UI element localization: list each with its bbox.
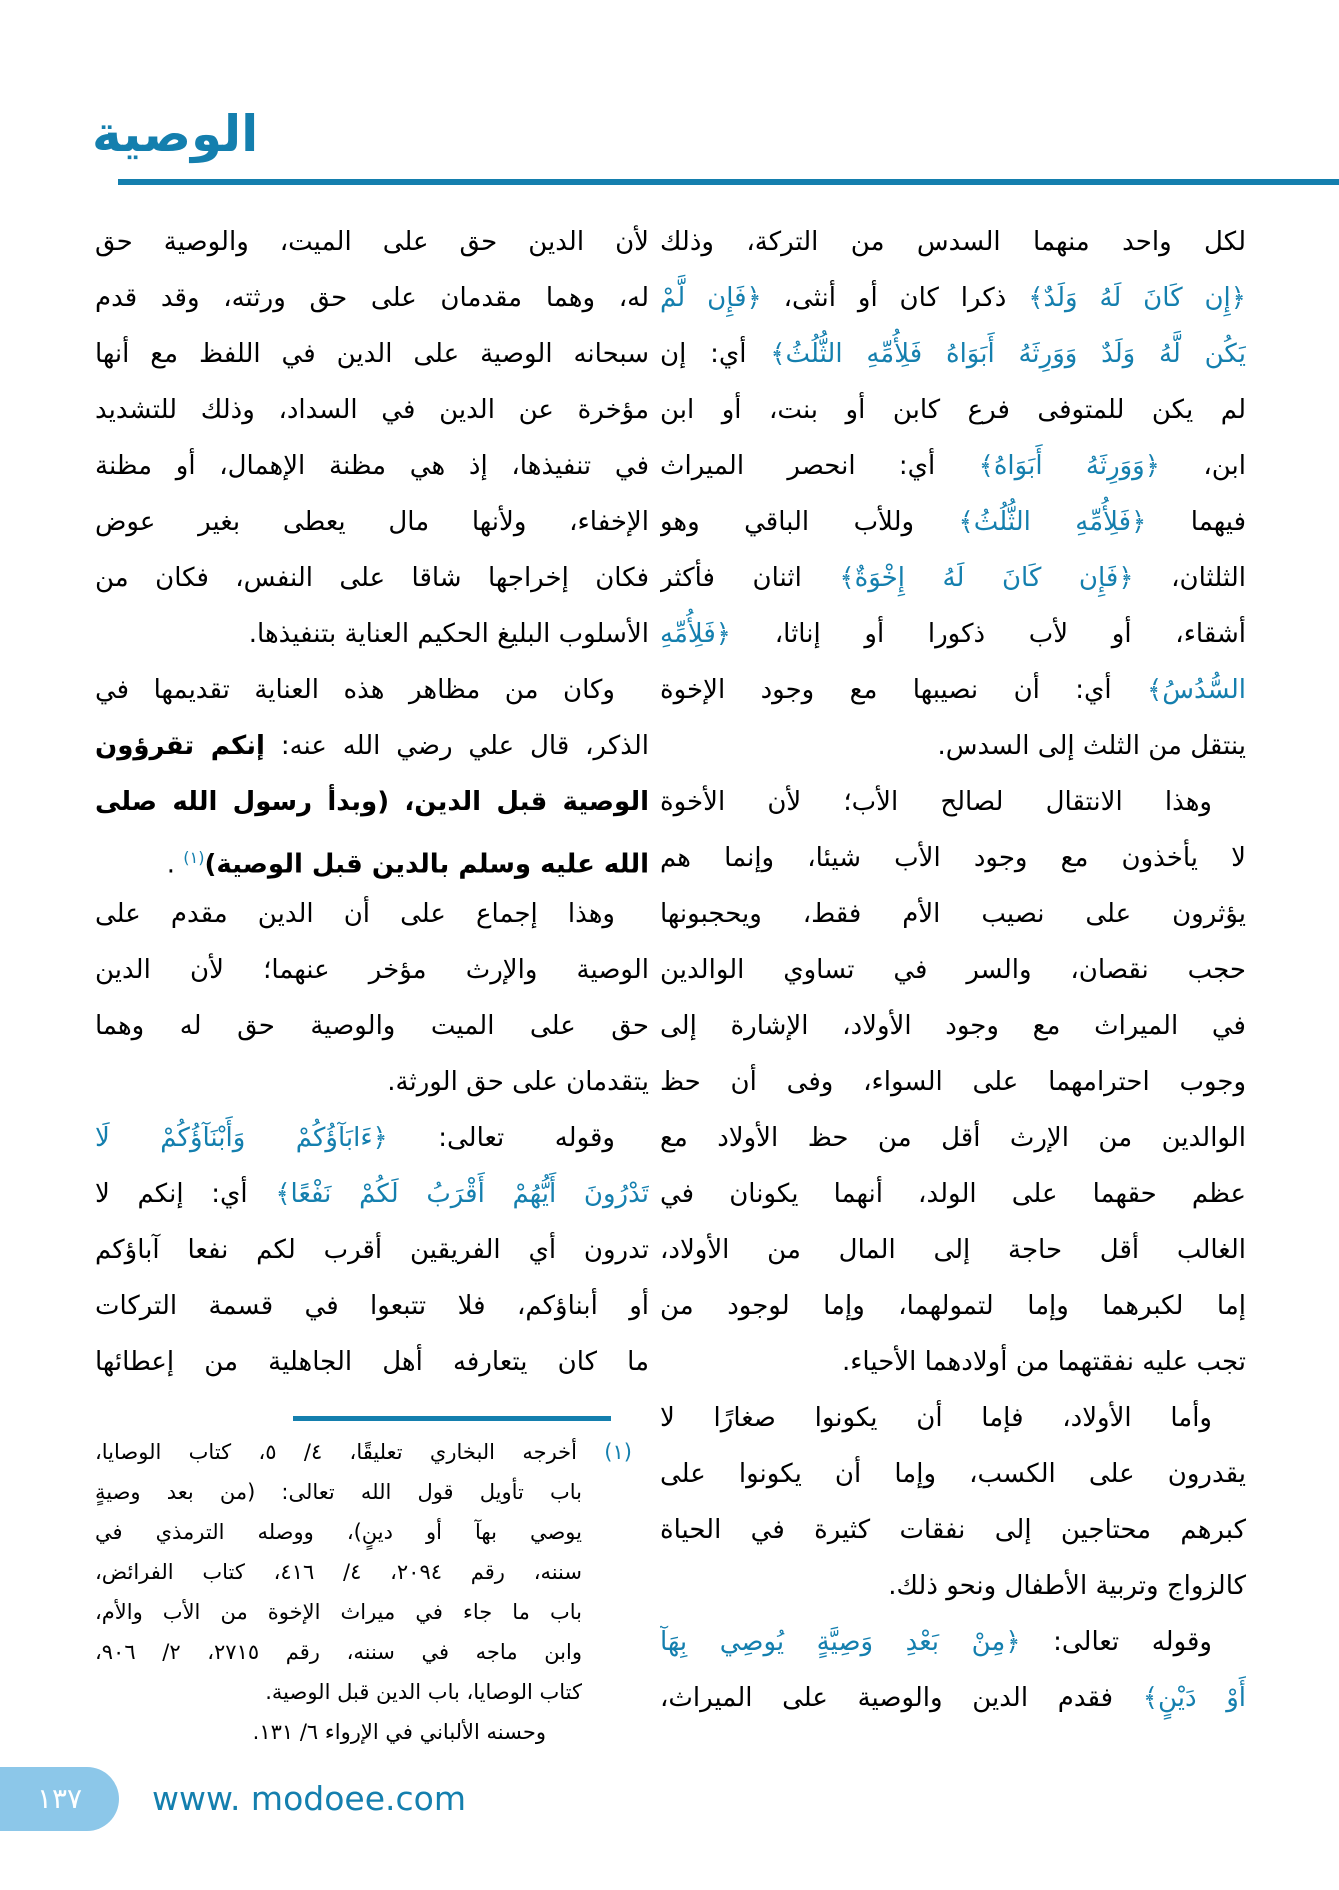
text-segment: . xyxy=(166,849,184,880)
text-line xyxy=(660,494,1246,550)
text-line xyxy=(660,550,1246,606)
text-line xyxy=(95,1166,649,1222)
page-number-badge xyxy=(0,1767,119,1831)
quran-verse-segment: ﴿فَإِن لَّمْ xyxy=(660,283,762,313)
text-segment: فيهما xyxy=(1146,507,1246,537)
text-segment: حجب نقصان، والسر في تساوي الوالدين xyxy=(660,955,1246,985)
text-line xyxy=(660,326,1246,382)
text-segment: يقدرون على الكسب، وإما أن يكونوا على xyxy=(660,1459,1246,1489)
footnote-reference: (١) xyxy=(183,848,205,867)
text-line xyxy=(660,1054,1246,1110)
text-segment: أي: انحصر الميراث xyxy=(660,451,979,481)
text-line xyxy=(660,942,1246,998)
text-segment: باب تأويل قول الله تعالى: (من بعد وصيةٍ xyxy=(95,1480,582,1504)
text-line xyxy=(95,718,649,774)
text-segment: وللأب الباقي وهو xyxy=(660,507,959,537)
text-segment: وهذا إجماع على أن الدين مقدم على xyxy=(95,899,615,929)
footnote-block xyxy=(95,1432,632,1752)
text-segment: الثلثان، xyxy=(1133,563,1246,593)
quran-verse-segment: ﴿فَإِن كَانَ لَهُ إِخْوَةٌ﴾ xyxy=(839,563,1134,593)
text-segment: فقدم الدين والوصية على الميراث، xyxy=(660,1683,1143,1713)
text-segment: وهذا الانتقال لصالح الأب؛ لأن الأخوة xyxy=(660,787,1212,817)
hadith-bold-segment: إنكم تقرؤون xyxy=(95,731,265,761)
text-segment: الإخفاء، ولأنها مال يعطى بغير عوض xyxy=(95,507,649,537)
footnote-marker: (١) xyxy=(576,1440,632,1464)
text-segment: اثنان فأكثر xyxy=(660,563,840,593)
footnote-separator-line xyxy=(293,1416,611,1421)
quran-verse-segment: ﴿مِنْ بَعْدِ وَصِيَّةٍ يُوصِي بِهَآ xyxy=(660,1627,1021,1657)
text-line xyxy=(660,382,1246,438)
text-segment: حق على الميت والوصية حق له وهما xyxy=(95,1011,649,1041)
text-line xyxy=(95,774,649,830)
hadith-bold-segment: الله عليه وسلم بالدين قبل الوصية) xyxy=(204,849,649,880)
column-left xyxy=(95,214,649,1390)
text-segment: سبحانه الوصية على الدين في اللفظ مع أنها xyxy=(95,339,649,369)
text-segment: وقوله تعالى: xyxy=(1020,1627,1212,1657)
text-segment: ينتقل من الثلث إلى السدس. xyxy=(937,731,1246,761)
text-segment: في تنفيذها، إذ هي مظنة الإهمال، أو مظنة xyxy=(95,451,649,481)
text-segment: سننه، رقم ٢٠٩٤، ٤/ ٤١٦، كتاب الفرائض، xyxy=(95,1560,582,1584)
quran-verse-segment: السُّدُسُ﴾ xyxy=(1147,675,1246,705)
text-segment: أي: أن نصيبها مع وجود الإخوة xyxy=(660,675,1148,705)
text-segment: ذكرا كان أو أنثى، xyxy=(761,283,1029,313)
page-number: ١٣٧ xyxy=(36,1782,83,1815)
text-line xyxy=(660,1558,1246,1614)
text-line xyxy=(660,270,1246,326)
text-segment: فكان إخراجها شاقا على النفس، فكان من xyxy=(95,563,649,593)
text-line xyxy=(95,662,649,718)
text-line xyxy=(660,1390,1246,1446)
quran-verse-segment: ﴿فَلِأُمِّهِ الثُّلُثُ﴾ xyxy=(958,507,1147,537)
text-segment: أي: إنكم لا xyxy=(95,1179,276,1209)
text-line xyxy=(660,1334,1246,1390)
text-segment: وأما الأولاد، فإما أن يكونوا صغارًا لا xyxy=(660,1403,1212,1433)
site-url: www. modoee.com xyxy=(152,1779,466,1818)
text-line xyxy=(95,550,649,606)
text-segment: وكان من مظاهر هذه العناية تقديمها في xyxy=(95,675,615,705)
text-segment: أخرجه البخاري تعليقًا، ٤/ ٥، كتاب الوصايا، xyxy=(95,1440,577,1464)
text-line xyxy=(660,606,1246,662)
text-line xyxy=(660,998,1246,1054)
text-line xyxy=(660,1670,1246,1726)
text-segment: تدرون أي الفريقين أقرب لكم نفعا آباؤكم xyxy=(95,1235,649,1265)
text-line xyxy=(95,1110,649,1166)
text-line xyxy=(660,1614,1246,1670)
text-line xyxy=(95,886,649,942)
text-line xyxy=(660,1110,1246,1166)
text-line xyxy=(95,326,649,382)
text-segment: له، وهما مقدمان على حق ورثته، وقد قدم xyxy=(95,283,649,313)
text-line xyxy=(660,662,1246,718)
text-segment: الوصية والإرث مؤخر عنهما؛ لأن الدين xyxy=(95,955,649,985)
text-line xyxy=(95,830,649,886)
text-segment: لكل واحد منهما السدس من التركة، وذلك xyxy=(660,227,1246,257)
text-segment: مؤخرة عن الدين في السداد، وذلك للتشديد xyxy=(95,395,649,425)
text-segment: كالزواج وتربية الأطفال ونحو ذلك. xyxy=(888,1571,1246,1601)
text-line xyxy=(95,1278,649,1334)
text-segment: في الميراث مع وجود الأولاد، الإشارة إلى xyxy=(660,1011,1246,1041)
text-line xyxy=(95,1222,649,1278)
text-segment: الغالب أقل حاجة إلى المال من الأولاد، xyxy=(660,1235,1246,1265)
text-line xyxy=(95,1054,649,1110)
text-line xyxy=(660,1166,1246,1222)
text-line xyxy=(660,830,1246,886)
text-line xyxy=(95,382,649,438)
text-segment: الأسلوب البليغ الحكيم العناية بتنفيذها. xyxy=(248,619,649,649)
chapter-title: الوصية xyxy=(92,105,259,163)
text-line xyxy=(95,1592,632,1632)
text-segment: أي: إن xyxy=(660,339,771,369)
text-line xyxy=(660,438,1246,494)
text-segment: يوصي بهآ أو دينٍ)، ووصله الترمذي في xyxy=(95,1520,582,1544)
text-line xyxy=(95,1512,632,1552)
text-segment: وحسنه الألباني في الإرواء ٦/ ١٣١. xyxy=(252,1720,546,1744)
text-line xyxy=(95,998,649,1054)
text-line xyxy=(95,270,649,326)
quran-verse-segment: ﴿ءَابَآؤُكُمْ وَأَبْنَآؤُكُمْ لَا xyxy=(95,1123,388,1153)
text-segment: الذكر، قال علي رضي الله عنه: xyxy=(264,731,649,761)
text-segment: لأن الدين حق على الميت، والوصية حق xyxy=(95,227,649,257)
text-line xyxy=(95,494,649,550)
quran-verse-segment: تَدْرُونَ أَيُّهُمْ أَقْرَبُ لَكُمْ نَفْعًا﴾ xyxy=(275,1179,649,1209)
text-segment: أو أبناؤكم، فلا تتبعوا في قسمة التركات xyxy=(95,1291,649,1321)
text-line xyxy=(95,1472,632,1512)
text-line xyxy=(660,214,1246,270)
text-segment: كتاب الوصايا، باب الدين قبل الوصية. xyxy=(265,1680,582,1704)
text-line xyxy=(660,1446,1246,1502)
text-line xyxy=(95,942,649,998)
text-line xyxy=(95,1552,632,1592)
text-line xyxy=(95,214,649,270)
text-segment: وابن ماجه في سننه، رقم ٢٧١٥، ٢/ ٩٠٦، xyxy=(95,1640,582,1664)
text-line xyxy=(95,1672,632,1712)
text-line xyxy=(95,1432,632,1472)
text-segment: لا يأخذون مع وجود الأب شيئا، وإنما هم xyxy=(660,843,1246,873)
text-segment: ابن، xyxy=(1159,451,1246,481)
column-right xyxy=(660,214,1246,1726)
text-line xyxy=(660,718,1246,774)
quran-verse-segment: ﴿فَلِأُمِّهِ xyxy=(660,619,732,649)
text-segment: وقوله تعالى: xyxy=(387,1123,615,1153)
text-segment: كبرهم محتاجين إلى نفقات كثيرة في الحياة xyxy=(660,1515,1246,1545)
text-segment: تجب عليه نفقتهما من أولادهما الأحياء. xyxy=(841,1347,1246,1377)
text-segment: ما كان يتعارفه أهل الجاهلية من إعطائها xyxy=(95,1347,649,1377)
text-segment: أشقاء، أو لأب ذكورا أو إناثا، xyxy=(731,619,1246,649)
header-divider-line xyxy=(118,179,1339,185)
text-segment: إما لكبرهما وإما لتمولهما، وإما لوجود من xyxy=(660,1291,1246,1321)
hadith-bold-segment: الوصية قبل الدين، (وبدأ رسول الله صلى xyxy=(95,787,649,817)
text-line xyxy=(660,1502,1246,1558)
text-line xyxy=(660,774,1246,830)
text-segment: لم يكن للمتوفى فرع كابن أو بنت، أو ابن xyxy=(660,395,1246,425)
text-line xyxy=(95,1712,632,1752)
text-segment: الوالدين من الإرث أقل من حظ الأولاد مع xyxy=(660,1123,1246,1153)
text-segment: يتقدمان على حق الورثة. xyxy=(387,1067,649,1097)
text-segment: وجوب احترامهما على السواء، وفى أن حظ xyxy=(660,1067,1246,1097)
text-segment: عظم حقهما على الولد، أنهما يكونان في xyxy=(660,1179,1246,1209)
quran-verse-segment: أَوْ دَيْنٍ﴾ xyxy=(1142,1683,1246,1713)
text-segment: باب ما جاء في ميراث الإخوة من الأب والأم، xyxy=(95,1600,582,1624)
quran-verse-segment: يَكُن لَّهُ وَلَدٌ وَوَرِثَهُ أَبَوَاهُ فَلِأُمِّهِ الثُّلُثُ﴾ xyxy=(770,339,1246,369)
text-line xyxy=(660,886,1246,942)
text-line xyxy=(660,1222,1246,1278)
quran-verse-segment: ﴿وَوَرِثَهُ أَبَوَاهُ﴾ xyxy=(978,451,1160,481)
text-line xyxy=(95,438,649,494)
quran-verse-segment: ﴿إِن كَانَ لَهُ وَلَدٌ﴾ xyxy=(1028,283,1246,313)
text-line xyxy=(95,1334,649,1390)
text-line xyxy=(95,606,649,662)
text-segment: يؤثرون على نصيب الأم فقط، ويحجبونها xyxy=(660,899,1246,929)
text-line xyxy=(95,1632,632,1672)
text-line xyxy=(660,1278,1246,1334)
